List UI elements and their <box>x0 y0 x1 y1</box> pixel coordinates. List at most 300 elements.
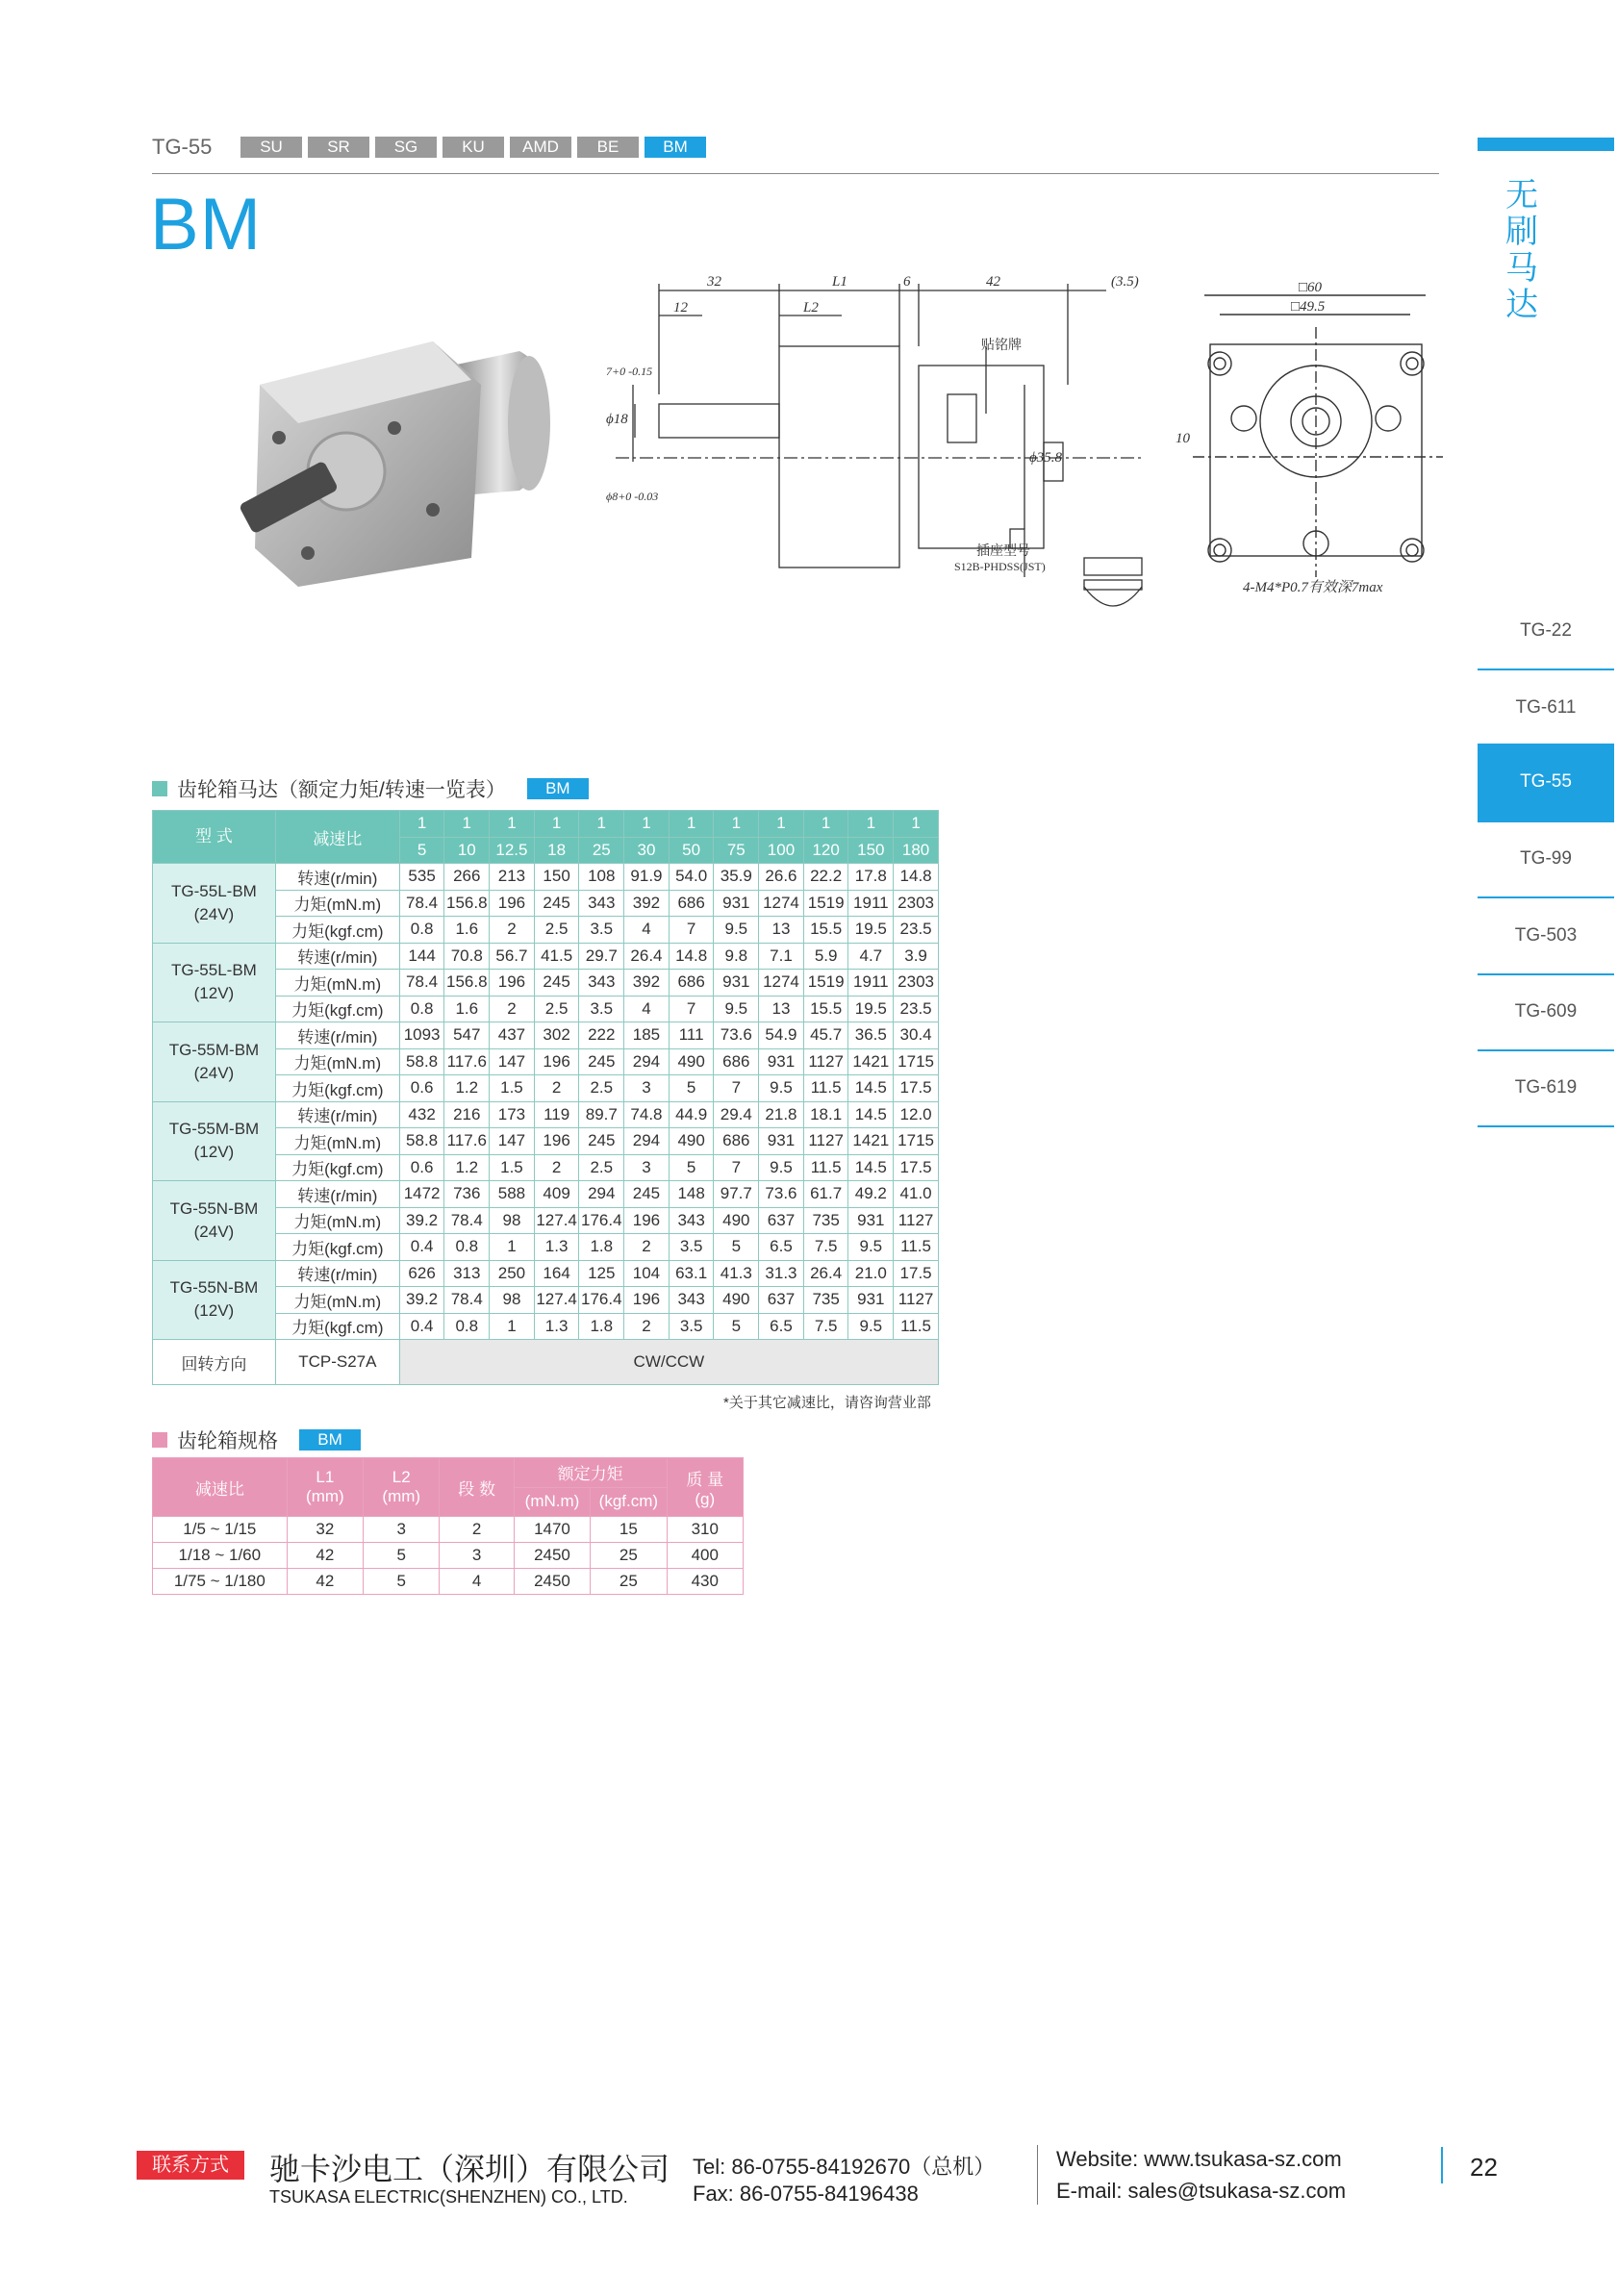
footer-email[interactable]: E-mail: sales@tsukasa-sz.com <box>1056 2179 1347 2203</box>
value-cell: 13 <box>759 917 804 944</box>
value-cell: 97.7 <box>714 1181 759 1208</box>
value-cell: 54.0 <box>669 864 714 891</box>
value-cell: 5 <box>714 1313 759 1340</box>
value-cell: 23.5 <box>894 996 939 1022</box>
value-cell: 2.5 <box>534 996 579 1022</box>
value-cell: 36.5 <box>848 1022 894 1049</box>
value-cell: 3.5 <box>669 1234 714 1261</box>
ratio-num: 1 <box>803 811 848 838</box>
dim-10: 10 <box>1176 431 1190 446</box>
value-cell: 7 <box>669 996 714 1022</box>
value-cell: 0.8 <box>399 996 444 1022</box>
side-item-tg-22[interactable]: TG-22 <box>1478 593 1614 670</box>
value-cell: 2303 <box>894 890 939 917</box>
value-cell: 147 <box>490 1048 535 1075</box>
ratio-num: 1 <box>579 811 624 838</box>
value-cell: 176.4 <box>579 1287 624 1314</box>
l1-unit: (mm) <box>306 1487 344 1505</box>
value-cell: 45.7 <box>803 1022 848 1049</box>
value-cell: 1.5 <box>490 1154 535 1181</box>
value-cell: 73.6 <box>714 1022 759 1049</box>
dim-square-60: □60 <box>1299 280 1323 295</box>
dim-3-5: (3.5) <box>1111 274 1139 290</box>
rotation-model: TCP-S27A <box>275 1340 399 1385</box>
value-cell: 127.4 <box>534 1287 579 1314</box>
tab-sg[interactable]: SG <box>375 137 437 158</box>
col-ratio: 减速比 <box>275 811 399 864</box>
tab-be[interactable]: BE <box>577 137 639 158</box>
value-cell: 91.9 <box>624 864 670 891</box>
side-category-title: 无刷马达 <box>1505 177 1538 323</box>
value-cell: 343 <box>669 1207 714 1234</box>
ratio-num: 1 <box>490 811 535 838</box>
tab-ku[interactable]: KU <box>442 137 504 158</box>
value-cell: 1.8 <box>579 1313 624 1340</box>
tab-sr[interactable]: SR <box>308 137 369 158</box>
side-item-tg-619[interactable]: TG-619 <box>1478 1050 1614 1127</box>
spec-cell: 42 <box>287 1569 363 1595</box>
spec-cell: 4 <box>440 1569 514 1595</box>
spec-cell: 1470 <box>514 1517 590 1543</box>
value-cell: 1.6 <box>444 917 490 944</box>
value-cell: 5 <box>669 1154 714 1181</box>
perf-note: *关于其它减速比，请咨询营业部 <box>723 1395 931 1411</box>
value-cell: 14.8 <box>894 864 939 891</box>
value-cell: 78.4 <box>399 890 444 917</box>
model-voltage: (12V) <box>193 984 235 1003</box>
value-cell: 17.8 <box>848 864 894 891</box>
value-cell: 98 <box>490 1287 535 1314</box>
value-cell: 9.5 <box>759 1075 804 1102</box>
value-cell: 127.4 <box>534 1207 579 1234</box>
rotation-label: 回转方向 <box>153 1340 276 1385</box>
value-cell: 2 <box>534 1154 579 1181</box>
value-cell: 1421 <box>848 1128 894 1155</box>
value-cell: 2 <box>490 917 535 944</box>
value-cell: 111 <box>669 1022 714 1049</box>
value-cell: 686 <box>714 1048 759 1075</box>
model-cell <box>153 943 276 1022</box>
l2-label: L2 <box>392 1468 411 1486</box>
value-cell: 266 <box>444 864 490 891</box>
value-cell: 343 <box>579 970 624 997</box>
value-cell: 1 <box>490 1234 535 1261</box>
spec-row <box>153 1569 744 1595</box>
value-cell: 0.8 <box>399 917 444 944</box>
value-cell: 302 <box>534 1022 579 1049</box>
value-cell: 0.4 <box>399 1234 444 1261</box>
value-cell: 637 <box>759 1287 804 1314</box>
value-cell: 6.5 <box>759 1313 804 1340</box>
dim-32: 32 <box>707 274 721 290</box>
value-cell: 432 <box>399 1101 444 1128</box>
value-cell: 29.4 <box>714 1101 759 1128</box>
value-cell: 17.5 <box>894 1260 939 1287</box>
value-cell: 9.5 <box>848 1313 894 1340</box>
value-cell: 108 <box>579 864 624 891</box>
value-cell: 4 <box>624 996 670 1022</box>
param-label: 力矩(mN.m) <box>275 970 399 997</box>
value-cell: 490 <box>714 1287 759 1314</box>
value-cell: 1274 <box>759 890 804 917</box>
value-cell: 0.4 <box>399 1313 444 1340</box>
footer-tel: Tel: 86-0755-84192670（总机） <box>693 2155 996 2179</box>
model-cell <box>153 1101 276 1181</box>
value-cell: 245 <box>534 890 579 917</box>
value-cell: 11.5 <box>894 1313 939 1340</box>
value-cell: 17.5 <box>894 1154 939 1181</box>
value-cell: 931 <box>714 890 759 917</box>
spec-col-l1 <box>287 1458 363 1517</box>
value-cell: 9.5 <box>759 1154 804 1181</box>
value-cell: 196 <box>624 1207 670 1234</box>
company-name-cn: 驰卡沙电工（深圳）有限公司 <box>269 2152 670 2186</box>
ratio-num: 1 <box>894 811 939 838</box>
value-cell: 14.5 <box>848 1075 894 1102</box>
value-cell: 196 <box>534 1048 579 1075</box>
value-cell: 637 <box>759 1207 804 1234</box>
value-cell: 931 <box>848 1207 894 1234</box>
tab-su[interactable]: SU <box>240 137 302 158</box>
spec-cell: 3 <box>440 1543 514 1569</box>
model-cell <box>153 1260 276 1340</box>
spec-cell: 5 <box>364 1543 440 1569</box>
ratio-num: 1 <box>399 811 444 838</box>
value-cell: 1.5 <box>490 1075 535 1102</box>
dim-12: 12 <box>673 300 688 315</box>
rotation-value: CW/CCW <box>399 1340 938 1385</box>
value-cell: 4.7 <box>848 943 894 970</box>
spec-cell: 25 <box>591 1543 667 1569</box>
value-cell: 2.5 <box>534 917 579 944</box>
value-cell: 736 <box>444 1181 490 1208</box>
ratio-den: 180 <box>894 837 939 864</box>
perf-row <box>153 1022 939 1049</box>
value-cell: 931 <box>759 1048 804 1075</box>
value-cell: 117.6 <box>444 1128 490 1155</box>
value-cell: 58.8 <box>399 1128 444 1155</box>
side-view-drawing <box>606 269 1164 635</box>
value-cell: 2.5 <box>579 1154 624 1181</box>
value-cell: 19.5 <box>848 996 894 1022</box>
value-cell: 9.5 <box>848 1234 894 1261</box>
value-cell: 6.5 <box>759 1234 804 1261</box>
value-cell: 156.8 <box>444 890 490 917</box>
perf-badge: BM <box>527 778 589 799</box>
value-cell: 58.8 <box>399 1048 444 1075</box>
value-cell: 313 <box>444 1260 490 1287</box>
value-cell: 104 <box>624 1260 670 1287</box>
param-label: 力矩(kgf.cm) <box>275 917 399 944</box>
side-item-tg-55[interactable]: TG-55 <box>1478 744 1614 822</box>
perf-row <box>153 1101 939 1128</box>
mass-unit: (g) <box>695 1489 716 1508</box>
value-cell: 343 <box>669 1287 714 1314</box>
spec-cell: 2450 <box>514 1569 590 1595</box>
value-cell: 7 <box>669 917 714 944</box>
value-cell: 686 <box>669 890 714 917</box>
value-cell: 196 <box>490 970 535 997</box>
value-cell: 490 <box>669 1048 714 1075</box>
value-cell: 78.4 <box>399 970 444 997</box>
dim-phi18: ϕ18 <box>606 412 628 427</box>
series-label: TG-55 <box>152 135 213 159</box>
value-cell: 73.6 <box>759 1181 804 1208</box>
value-cell: 626 <box>399 1260 444 1287</box>
ratio-num: 1 <box>444 811 490 838</box>
side-item-tg-503[interactable]: TG-503 <box>1478 898 1614 975</box>
value-cell: 173 <box>490 1101 535 1128</box>
gearmotor-photo <box>240 327 558 596</box>
value-cell: 13 <box>759 996 804 1022</box>
model-cell <box>153 1022 276 1102</box>
tab-amd[interactable]: AMD <box>510 137 571 158</box>
ratio-num: 1 <box>848 811 894 838</box>
value-cell: 5 <box>714 1234 759 1261</box>
side-item-tg-609[interactable]: TG-609 <box>1478 974 1614 1051</box>
value-cell: 11.5 <box>803 1154 848 1181</box>
spec-cell: 3 <box>364 1517 440 1543</box>
value-cell: 15.5 <box>803 917 848 944</box>
value-cell: 245 <box>624 1181 670 1208</box>
value-cell: 1127 <box>894 1287 939 1314</box>
value-cell: 1127 <box>894 1207 939 1234</box>
dim-l2: L2 <box>803 300 819 315</box>
value-cell: 1093 <box>399 1022 444 1049</box>
value-cell: 9.5 <box>714 917 759 944</box>
spec-col-torque-kgf: (kgf.cm) <box>591 1487 667 1517</box>
value-cell: 148 <box>669 1181 714 1208</box>
footer-fax: Fax: 86-0755-84196438 <box>693 2182 919 2206</box>
ratio-num: 1 <box>624 811 670 838</box>
value-cell: 150 <box>534 864 579 891</box>
value-cell: 196 <box>534 1128 579 1155</box>
spec-cell: 42 <box>287 1543 363 1569</box>
value-cell: 147 <box>490 1128 535 1155</box>
model-cell <box>153 864 276 944</box>
perf-row <box>153 943 939 970</box>
ratio-den: 10 <box>444 837 490 864</box>
value-cell: 30.4 <box>894 1022 939 1049</box>
perf-section-header <box>152 774 589 803</box>
value-cell: 7.5 <box>803 1234 848 1261</box>
value-cell: 1127 <box>803 1048 848 1075</box>
value-cell: 12.0 <box>894 1101 939 1128</box>
value-cell: 490 <box>714 1207 759 1234</box>
ratio-den: 120 <box>803 837 848 864</box>
footer-divider <box>1037 2145 1038 2205</box>
label-socket: 插座型号 <box>976 544 1030 559</box>
model-cell <box>153 1181 276 1261</box>
value-cell: 588 <box>490 1181 535 1208</box>
ratio-den: 100 <box>759 837 804 864</box>
value-cell: 1519 <box>803 970 848 997</box>
value-cell: 7.5 <box>803 1313 848 1340</box>
model-name: TG-55N-BM <box>169 1278 259 1298</box>
model-name: TG-55M-BM <box>168 1040 260 1059</box>
value-cell: 343 <box>579 890 624 917</box>
value-cell: 29.7 <box>579 943 624 970</box>
value-cell: 74.8 <box>624 1101 670 1128</box>
param-label: 力矩(kgf.cm) <box>275 1313 399 1340</box>
value-cell: 3 <box>624 1154 670 1181</box>
value-cell: 5 <box>669 1075 714 1102</box>
gearbox-spec-table <box>152 1457 744 1595</box>
value-cell: 294 <box>624 1128 670 1155</box>
label-nameplate: 贴铭牌 <box>981 339 1022 353</box>
value-cell: 89.7 <box>579 1101 624 1128</box>
value-cell: 0.6 <box>399 1154 444 1181</box>
value-cell: 39.2 <box>399 1287 444 1314</box>
value-cell: 15.5 <box>803 996 848 1022</box>
value-cell: 21.8 <box>759 1101 804 1128</box>
ratio-den: 18 <box>534 837 579 864</box>
spec-cell: 15 <box>591 1517 667 1543</box>
value-cell: 409 <box>534 1181 579 1208</box>
value-cell: 39.2 <box>399 1207 444 1234</box>
value-cell: 18.1 <box>803 1101 848 1128</box>
value-cell: 3.5 <box>669 1313 714 1340</box>
value-cell: 1.3 <box>534 1234 579 1261</box>
section-marker <box>152 781 167 796</box>
param-label: 转速(r/min) <box>275 864 399 891</box>
model-name: TG-55L-BM <box>171 881 257 900</box>
value-cell: 26.4 <box>803 1260 848 1287</box>
col-model: 型 式 <box>153 811 276 864</box>
ratio-den: 12.5 <box>490 837 535 864</box>
value-cell: 392 <box>624 970 670 997</box>
model-name: TG-55L-BM <box>171 961 257 980</box>
value-cell: 2 <box>534 1075 579 1102</box>
side-item-tg-611[interactable]: TG-611 <box>1478 670 1614 747</box>
contact-badge: 联系方式 <box>137 2151 244 2180</box>
tab-bm[interactable]: BM <box>645 137 706 158</box>
value-cell: 2 <box>624 1313 670 1340</box>
value-cell: 245 <box>534 970 579 997</box>
model-voltage: (24V) <box>193 1222 235 1241</box>
ratio-den: 5 <box>399 837 444 864</box>
perf-row <box>153 864 939 891</box>
value-cell: 931 <box>848 1287 894 1314</box>
value-cell: 216 <box>444 1101 490 1128</box>
value-cell: 7 <box>714 1075 759 1102</box>
ratio-den: 75 <box>714 837 759 864</box>
front-view-drawing <box>1164 269 1453 616</box>
value-cell: 11.5 <box>894 1234 939 1261</box>
spec-section-header <box>152 1426 361 1454</box>
value-cell: 41.0 <box>894 1181 939 1208</box>
value-cell: 61.7 <box>803 1181 848 1208</box>
value-cell: 185 <box>624 1022 670 1049</box>
side-accent-bar <box>1478 138 1614 151</box>
value-cell: 1274 <box>759 970 804 997</box>
value-cell: 9.8 <box>714 943 759 970</box>
value-cell: 14.5 <box>848 1101 894 1128</box>
value-cell: 22.2 <box>803 864 848 891</box>
mass-label: 质 量 <box>686 1470 724 1489</box>
value-cell: 196 <box>624 1287 670 1314</box>
spec-cell: 430 <box>667 1569 743 1595</box>
value-cell: 125 <box>579 1260 624 1287</box>
side-item-tg-99[interactable]: TG-99 <box>1478 821 1614 898</box>
perf-row <box>153 1181 939 1208</box>
footer-website[interactable]: Website: www.tsukasa-sz.com <box>1056 2147 1342 2171</box>
ratio-den: 25 <box>579 837 624 864</box>
value-cell: 0.8 <box>444 1234 490 1261</box>
param-label: 力矩(kgf.cm) <box>275 1154 399 1181</box>
perf-section-title: 齿轮箱马达（额定力矩/转速一览表） <box>177 779 506 801</box>
value-cell: 0.8 <box>444 1313 490 1340</box>
dim-square-49-5: □49.5 <box>1291 299 1326 315</box>
spec-section-title: 齿轮箱规格 <box>177 1430 278 1452</box>
value-cell: 245 <box>579 1128 624 1155</box>
spec-col-torque: 额定力矩 <box>514 1458 667 1488</box>
model-voltage: (24V) <box>193 904 235 923</box>
value-cell: 156.8 <box>444 970 490 997</box>
value-cell: 1715 <box>894 1048 939 1075</box>
value-cell: 2 <box>490 996 535 1022</box>
l2-unit: (mm) <box>382 1487 421 1505</box>
param-label: 转速(r/min) <box>275 1260 399 1287</box>
value-cell: 19.5 <box>848 917 894 944</box>
spec-col-ratio: 减速比 <box>153 1458 288 1517</box>
value-cell: 31.3 <box>759 1260 804 1287</box>
value-cell: 23.5 <box>894 917 939 944</box>
value-cell: 1911 <box>848 970 894 997</box>
value-cell: 63.1 <box>669 1260 714 1287</box>
param-label: 力矩(mN.m) <box>275 1207 399 1234</box>
series-tabs <box>240 137 706 158</box>
value-cell: 1.3 <box>534 1313 579 1340</box>
value-cell: 250 <box>490 1260 535 1287</box>
value-cell: 144 <box>399 943 444 970</box>
value-cell: 2.5 <box>579 1075 624 1102</box>
spec-row <box>153 1517 744 1543</box>
performance-table <box>152 810 939 1385</box>
company-name-en: TSUKASA ELECTRIC(SHENZHEN) CO., LTD. <box>269 2187 628 2207</box>
dim-42: 42 <box>986 274 1000 290</box>
value-cell: 11.5 <box>803 1075 848 1102</box>
value-cell: 1519 <box>803 890 848 917</box>
value-cell: 245 <box>579 1048 624 1075</box>
value-cell: 3 <box>624 1075 670 1102</box>
value-cell: 3.5 <box>579 917 624 944</box>
ratio-den: 50 <box>669 837 714 864</box>
l1-label: L1 <box>316 1468 335 1486</box>
param-label: 转速(r/min) <box>275 943 399 970</box>
value-cell: 294 <box>579 1181 624 1208</box>
label-socket-model: S12B-PHDSS(JST) <box>954 560 1046 573</box>
spec-col-stages: 段 数 <box>440 1458 514 1517</box>
model-voltage: (12V) <box>193 1143 235 1162</box>
dim-phi35-8: ϕ35.8 <box>1029 450 1063 466</box>
value-cell: 1911 <box>848 890 894 917</box>
page-number: 22 <box>1470 2153 1498 2182</box>
value-cell: 70.8 <box>444 943 490 970</box>
value-cell: 2 <box>624 1234 670 1261</box>
ratio-num: 1 <box>759 811 804 838</box>
value-cell: 437 <box>490 1022 535 1049</box>
param-label: 转速(r/min) <box>275 1022 399 1049</box>
value-cell: 78.4 <box>444 1287 490 1314</box>
value-cell: 686 <box>669 970 714 997</box>
value-cell: 41.5 <box>534 943 579 970</box>
value-cell: 735 <box>803 1207 848 1234</box>
param-label: 力矩(kgf.cm) <box>275 1234 399 1261</box>
dim-l1: L1 <box>832 274 847 290</box>
value-cell: 7.1 <box>759 943 804 970</box>
value-cell: 0.6 <box>399 1075 444 1102</box>
